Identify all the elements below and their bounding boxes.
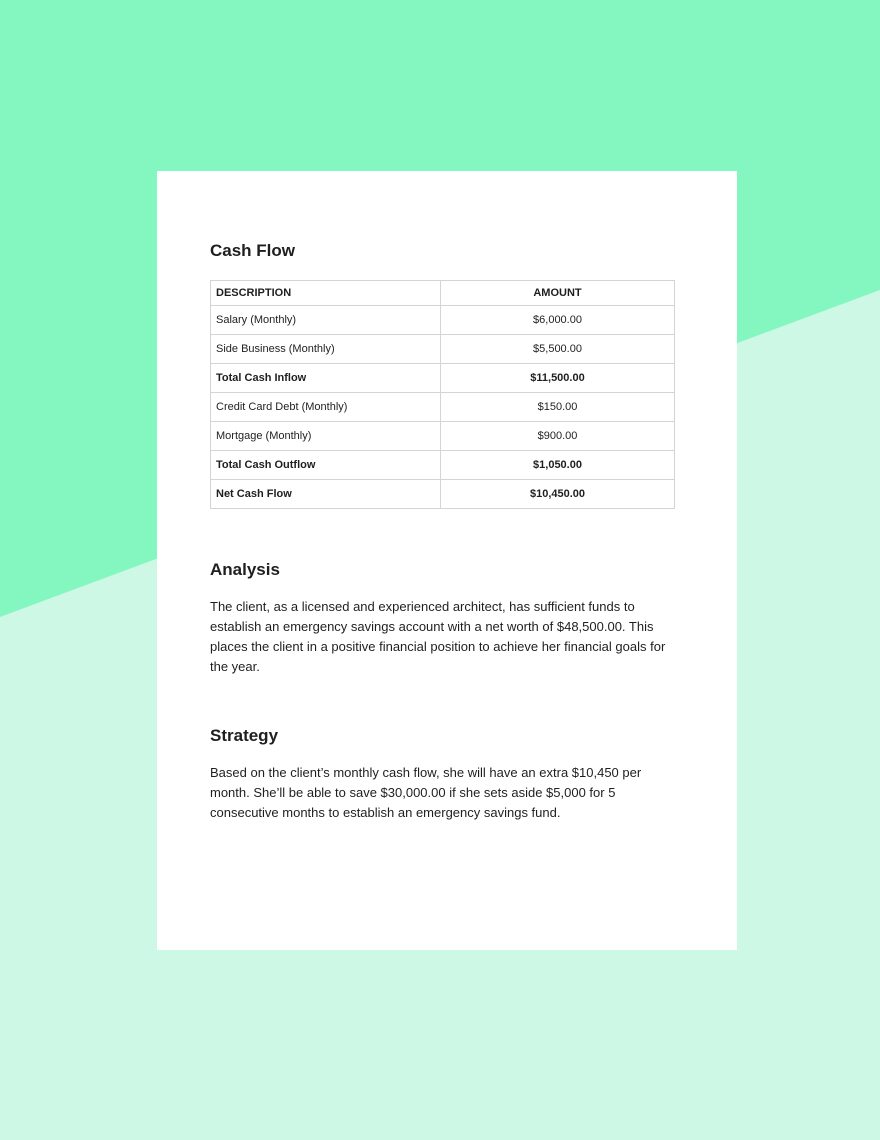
amount-header: AMOUNT bbox=[441, 281, 675, 306]
table-row-total-outflow bbox=[211, 451, 675, 480]
row-amount: $150.00 bbox=[441, 393, 675, 422]
row-description: Net Cash Flow bbox=[211, 480, 441, 509]
strategy-title: Strategy bbox=[210, 726, 279, 745]
row-amount: $900.00 bbox=[441, 422, 675, 451]
cash-flow-table bbox=[210, 280, 675, 509]
analysis-paragraph: The client, as a licensed and experienced architect, has sufficient funds to establish an emergency savings account with a net worth of $48,500.00. This places the client in a positive financial position to achieve her financial goals for the year. bbox=[210, 599, 666, 674]
row-description: Salary (Monthly) bbox=[211, 306, 441, 335]
row-amount: $5,500.00 bbox=[441, 335, 675, 364]
cash-flow-title: Cash Flow bbox=[210, 241, 296, 260]
row-amount: $6,000.00 bbox=[441, 306, 675, 335]
table-row bbox=[211, 335, 675, 364]
row-description: Total Cash Inflow bbox=[211, 364, 441, 393]
table-row-net-cash-flow bbox=[211, 480, 675, 509]
row-description: Credit Card Debt (Monthly) bbox=[211, 393, 441, 422]
row-description: Side Business (Monthly) bbox=[211, 335, 441, 364]
row-description: Mortgage (Monthly) bbox=[211, 422, 441, 451]
table-row bbox=[211, 306, 675, 335]
document-page bbox=[157, 171, 737, 950]
table-row bbox=[211, 422, 675, 451]
row-amount: $10,450.00 bbox=[441, 480, 675, 509]
row-amount: $1,050.00 bbox=[441, 451, 675, 480]
strategy-paragraph: Based on the client’s monthly cash flow, she will have an extra $10,450 per month. She’ll be able to save $30,000.00 if she sets aside $5,000 for 5 consecutive months to establish an emergency savings fund. bbox=[210, 765, 642, 820]
row-amount: $11,500.00 bbox=[441, 364, 675, 393]
row-description: Total Cash Outflow bbox=[211, 451, 441, 480]
description-header: DESCRIPTION bbox=[211, 281, 441, 306]
table-row-total-inflow bbox=[211, 364, 675, 393]
analysis-title: Analysis bbox=[210, 560, 280, 579]
table-header-row bbox=[211, 281, 675, 306]
table-row bbox=[211, 393, 675, 422]
